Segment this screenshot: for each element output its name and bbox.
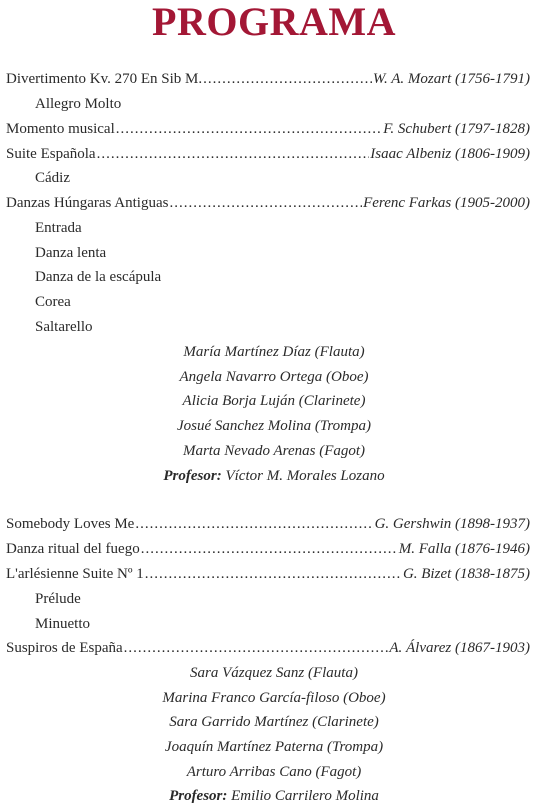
- movement: Corea: [35, 294, 71, 310]
- work-title: Somebody Loves Me: [6, 516, 135, 532]
- teacher-name: Emilio Carrilero Molina: [227, 788, 379, 804]
- program-item-gershwin: [6, 514, 530, 534]
- composer: G. Gershwin (1898-1937): [374, 516, 530, 532]
- teacher-line: [0, 786, 548, 806]
- performer: Sara Garrido Martínez (Clarinete): [169, 714, 379, 730]
- teacher-label: Profesor:: [163, 468, 222, 484]
- performer: Marta Nevado Arenas (Fagot): [182, 443, 366, 459]
- performer: Angela Navarro Ortega (Oboe): [179, 369, 369, 385]
- leader-dots: [124, 638, 389, 658]
- performer: Joaquín Martínez Paterna (Trompa): [164, 739, 384, 755]
- performer: María Martínez Díaz (Flauta): [183, 344, 365, 360]
- work-title: Danzas Húngaras Antiguas: [6, 195, 169, 211]
- leader-dots: [145, 564, 402, 584]
- teacher-name: Víctor M. Morales Lozano: [221, 468, 385, 484]
- composer: F. Schubert (1797-1828): [383, 121, 530, 137]
- work-title: Momento musical: [6, 121, 115, 137]
- teacher-line: [0, 466, 548, 486]
- movement: Prélude: [35, 591, 81, 607]
- work-title: Danza ritual del fuego: [6, 541, 140, 557]
- leader-dots: [116, 119, 382, 139]
- leader-dots: [203, 69, 372, 89]
- performer: Arturo Arribas Cano (Fagot): [186, 764, 362, 780]
- composer: A. Álvarez (1867-1903): [389, 640, 530, 656]
- program-item-bizet: [6, 564, 530, 584]
- work-title: Suite Española: [6, 146, 96, 162]
- leader-dots: [141, 539, 398, 559]
- movement: Minuetto: [35, 616, 90, 632]
- work-title: L'arlésienne Suite Nº 1: [6, 566, 144, 582]
- performer: Sara Vázquez Sanz (Flauta): [190, 665, 358, 681]
- composer: W. A. Mozart (1756-1791): [372, 71, 530, 87]
- leader-dots: [97, 144, 370, 164]
- page-title: PROGRAMA: [152, 0, 396, 44]
- program-item-schubert: [6, 119, 530, 139]
- movement: Danza de la escápula: [35, 269, 162, 285]
- performer: Alicia Borja Luján (Clarinete): [182, 393, 366, 409]
- program-item-falla: [6, 539, 530, 559]
- performer: Josué Sanchez Molina (Trompa): [176, 418, 371, 434]
- program-item-alvarez: [6, 638, 530, 658]
- composer: Ferenc Farkas (1905-2000): [363, 195, 530, 211]
- movement: Cádiz: [35, 170, 70, 186]
- performer: Marina Franco García-filoso (Oboe): [162, 690, 386, 706]
- leader-dots: [135, 514, 373, 534]
- movement: Allegro Molto: [35, 96, 122, 112]
- program-item-farkas: [6, 193, 530, 213]
- composer: G. Bizet (1838-1875): [402, 566, 530, 582]
- program-item-mozart: [6, 69, 530, 89]
- composer: M. Falla (1876-1946): [398, 541, 530, 557]
- movement: Saltarello: [35, 319, 93, 335]
- movement: Danza lenta: [35, 245, 107, 261]
- work-title: Divertimento Kv. 270 En Sib M.: [6, 71, 203, 87]
- work-title: Suspiros de España: [6, 640, 123, 656]
- teacher-label: Profesor:: [169, 788, 228, 804]
- program-item-albeniz: [6, 144, 530, 164]
- leader-dots: [169, 193, 362, 213]
- composer: Isaac Albeniz (1806-1909): [370, 146, 530, 162]
- movement: Entrada: [35, 220, 82, 236]
